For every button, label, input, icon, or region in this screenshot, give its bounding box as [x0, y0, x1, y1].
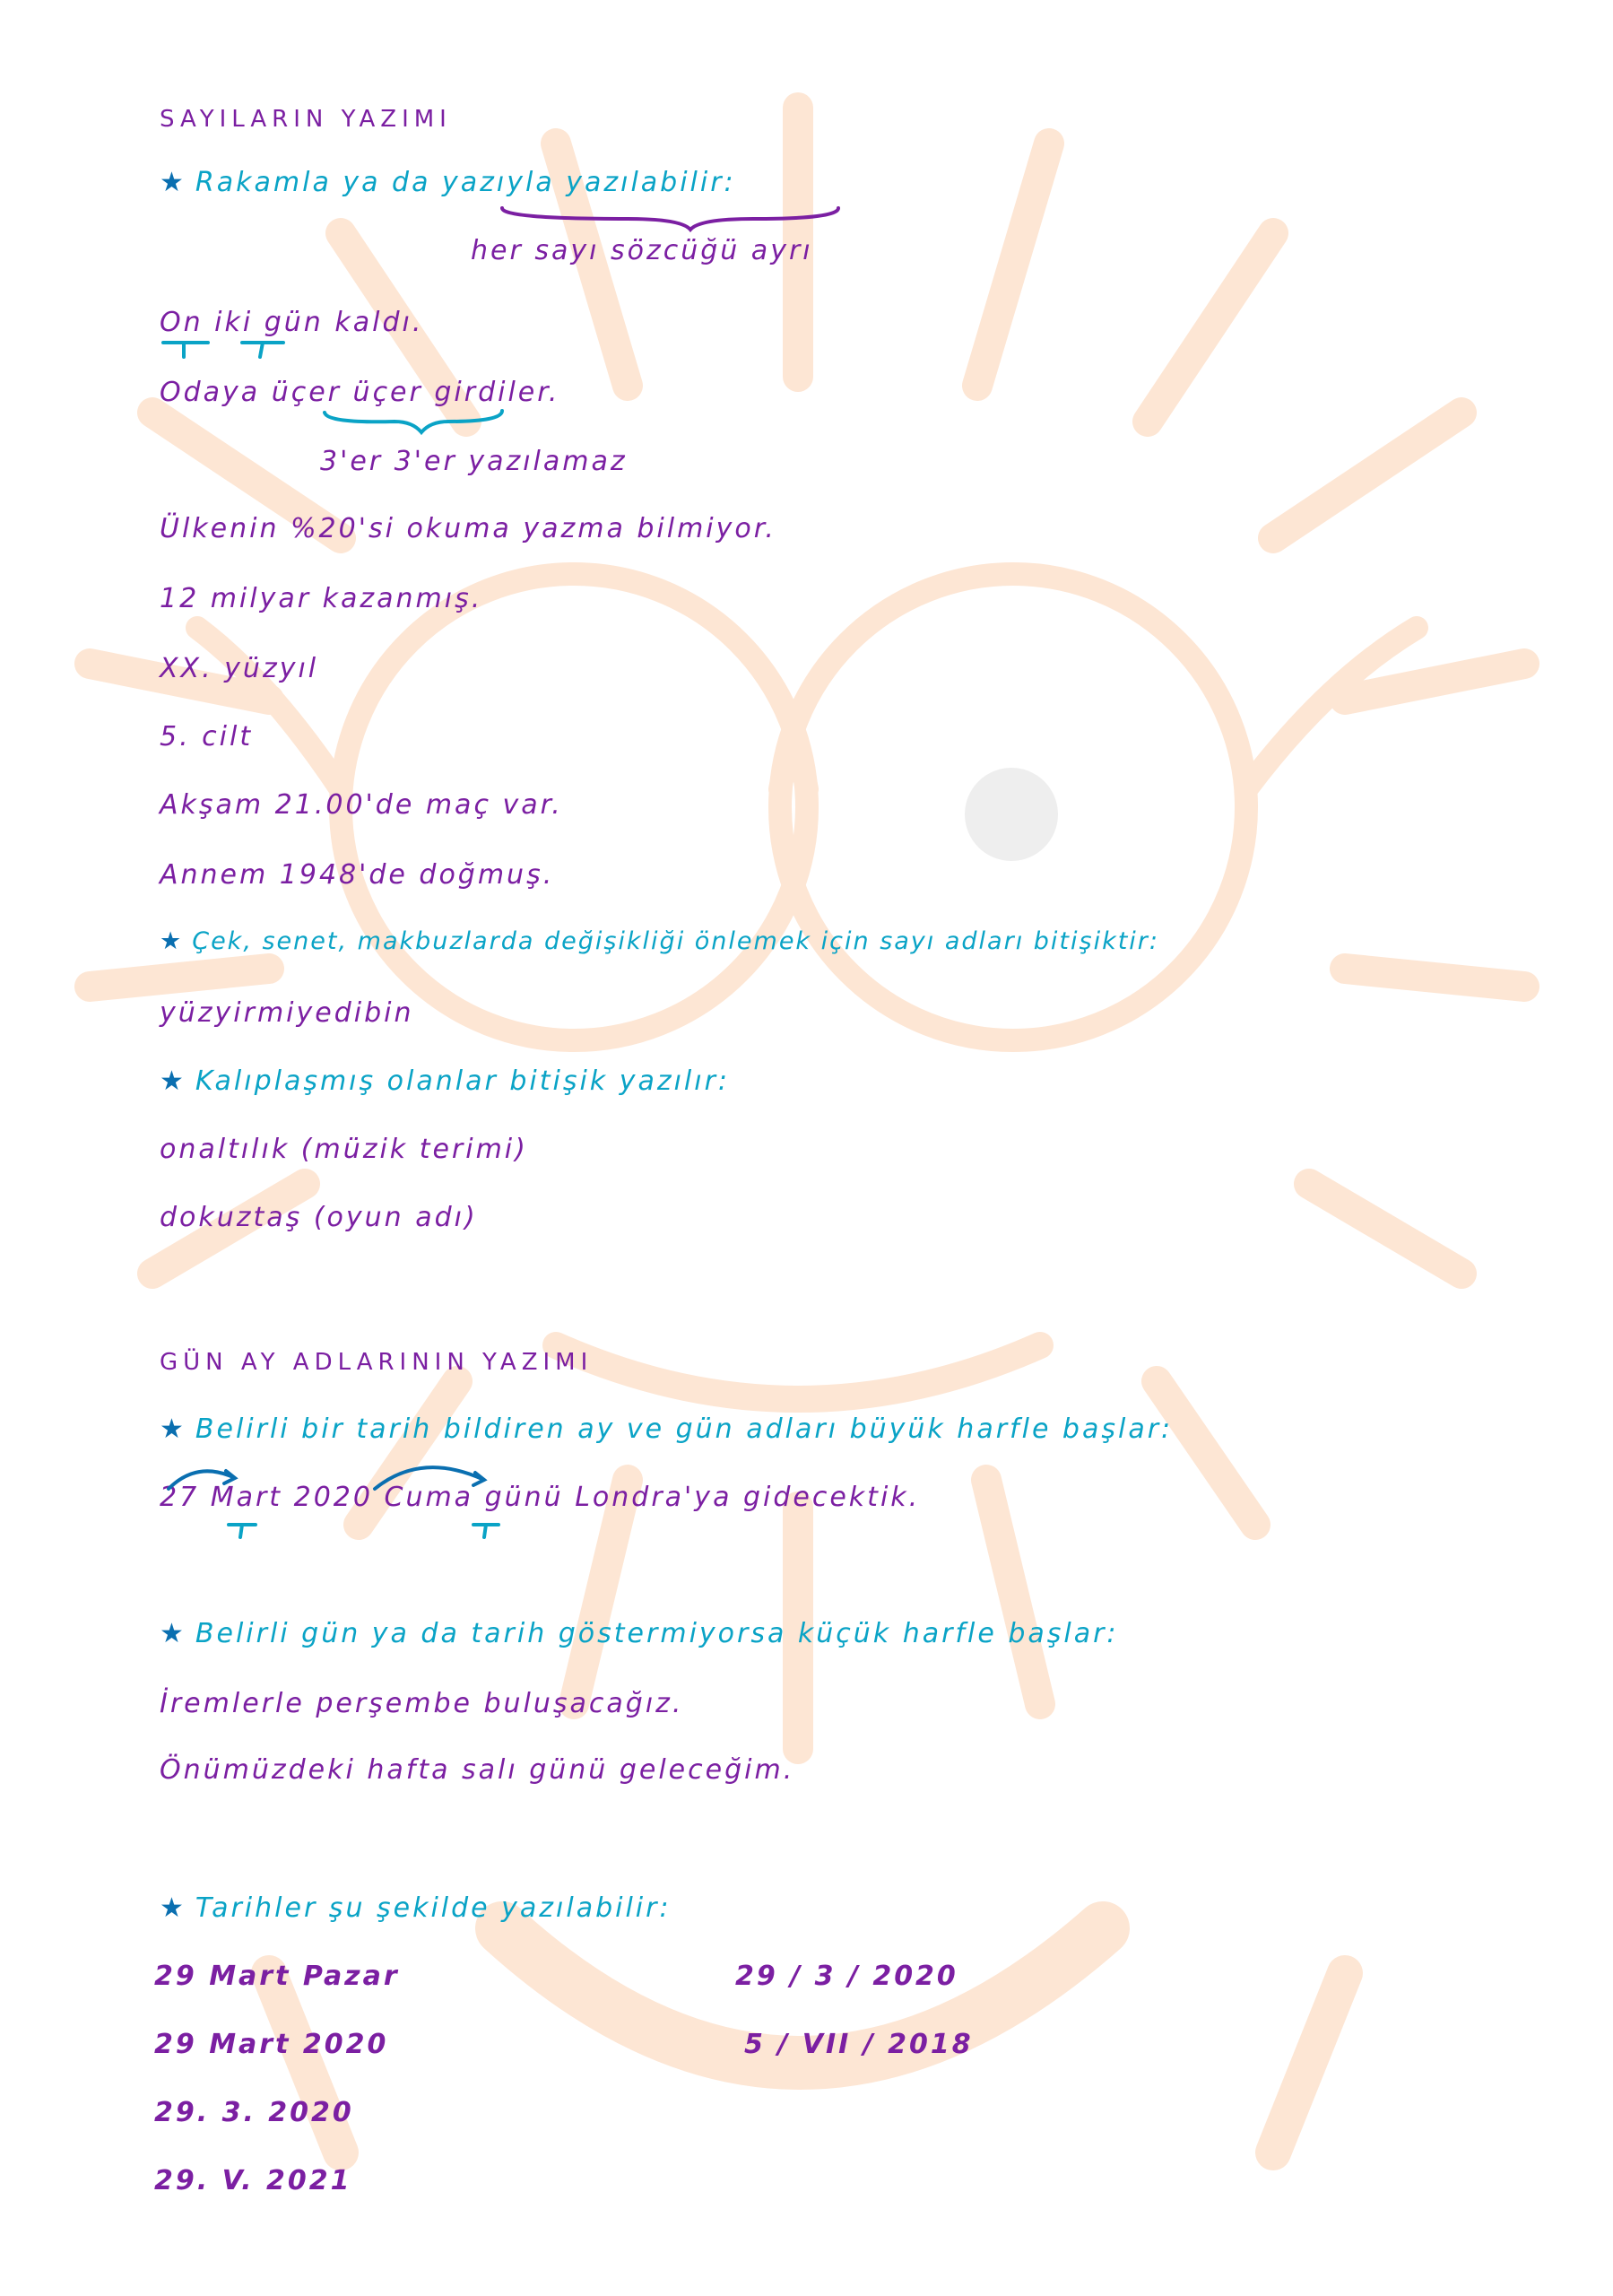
example-line-8: Annem 1948'de doğmuş.: [160, 859, 555, 891]
example-line-5: XX. yüzyıl: [160, 653, 319, 684]
example-line-14: Önümüzdeki hafta salı günü geleceğim.: [160, 1754, 795, 1786]
example-line-9: yüzyirmiyedibin: [160, 997, 414, 1029]
rule-text: Belirli gün ya da tarih göstermiyorsa küçük harfle başlar:: [195, 1618, 1119, 1649]
rule-written-digits-or-words: [160, 167, 736, 198]
rule-text: Kalıplaşmış olanlar bitişik yazılır:: [195, 1065, 731, 1097]
rule-text: Tarihler şu şekilde yazılabilir:: [195, 1892, 672, 1924]
section-heading-day-month-writing: GÜN AY ADLARININ YAZIMI: [160, 1349, 594, 1376]
date-format-left-4: 29. V. 2021: [154, 2165, 352, 2196]
rule-text: Rakamla ya da yazıyla yazılabilir:: [195, 167, 736, 198]
star-bullet-icon: ★: [160, 1413, 186, 1445]
rule-checks-bitisik: [160, 927, 1159, 955]
example-line-1: On iki gün kaldı.: [160, 307, 424, 338]
section-heading-number-writing: SAYILARIN YAZIMI: [160, 106, 452, 133]
star-bullet-icon: ★: [160, 1892, 186, 1924]
rule-text: Çek, senet, makbuzlarda değişikliği önlemek için sayı adları bitişiktir:: [192, 927, 1160, 955]
example-line-11: dokuztaş (oyun adı): [160, 1202, 478, 1233]
date-format-right-1: 29 / 3 / 2020: [735, 1961, 958, 1992]
example-line-2: Odaya üçer üçer girdiler.: [160, 377, 560, 408]
star-bullet-icon: ★: [160, 927, 184, 955]
date-format-left-2: 29 Mart 2020: [154, 2029, 389, 2060]
rule-compound-words: [160, 1065, 730, 1097]
example-line-10: onaltılık (müzik terimi): [160, 1134, 528, 1165]
date-format-left-1: 29 Mart Pazar: [154, 1961, 400, 1992]
example-line-7: Akşam 21.00'de maç var.: [160, 789, 563, 821]
star-bullet-icon: ★: [160, 1065, 186, 1097]
example-line-4: 12 milyar kazanmış.: [160, 583, 483, 614]
rule-lowercase-letters: [160, 1618, 1119, 1649]
rule-text: Belirli bir tarih bildiren ay ve gün adları büyük harfle başlar:: [195, 1413, 1174, 1445]
rule-date-formats: [160, 1892, 672, 1924]
date-format-left-3: 29. 3. 2020: [154, 2097, 354, 2128]
star-bullet-icon: ★: [160, 1618, 186, 1649]
example-line-12: 27 Mart 2020 Cuma günü Londra'ya gidecektik.: [160, 1482, 921, 1513]
example-line-3: Ülkenin %20'si okuma yazma bilmiyor.: [160, 513, 776, 544]
rule-capital-letters: [160, 1413, 1173, 1445]
date-format-right-2: 5 / VII / 2018: [744, 2029, 974, 2060]
example-line-13: İremlerle perşembe buluşacağız.: [160, 1688, 684, 1719]
rule-note: her sayı sözcüğü ayrı: [471, 235, 813, 266]
example-note: 3'er 3'er yazılamaz: [320, 446, 628, 477]
example-line-6: 5. cilt: [160, 721, 254, 752]
star-bullet-icon: ★: [160, 167, 186, 198]
